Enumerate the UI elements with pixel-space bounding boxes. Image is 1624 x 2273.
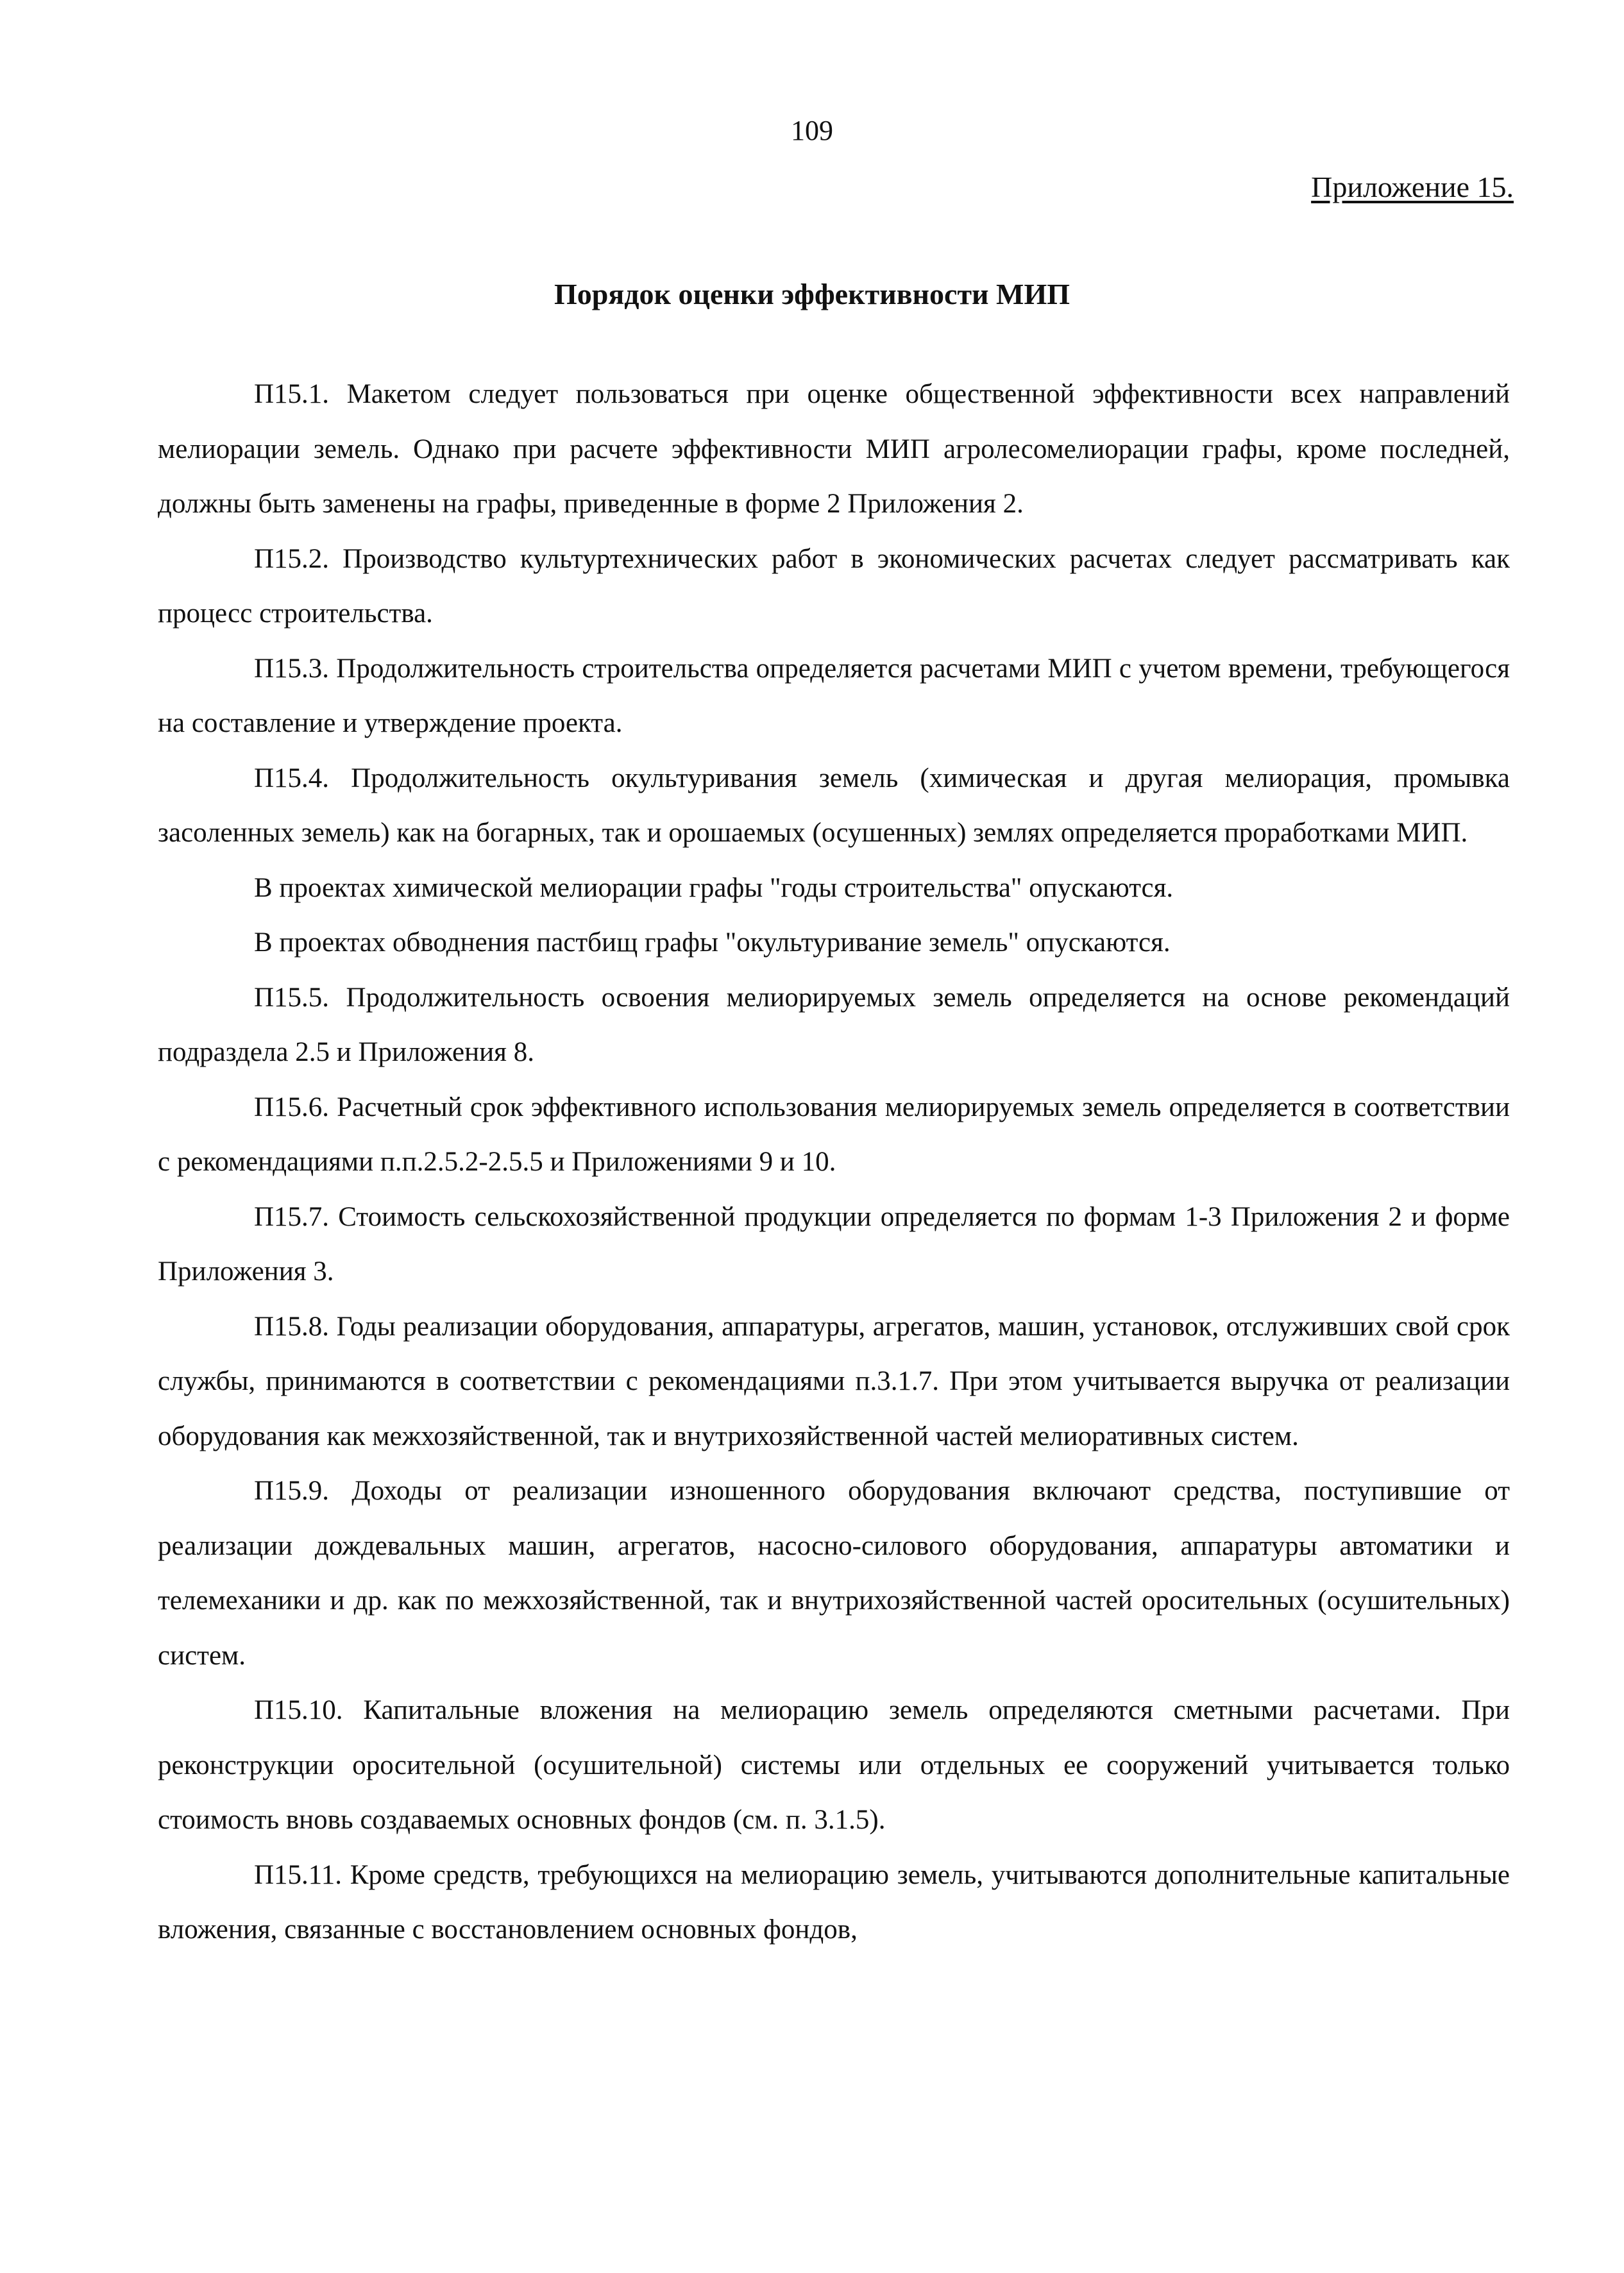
paragraph-p15-10: П15.10. Капитальные вложения на мелиорацию земель определяются сметными расчетами. При реконструкции оросительной (осушительной) системы или отдельных ее сооружений учитывается только стоимость вновь создаваемых основных фондов (см. п. 3.1.5).	[158, 1695, 1510, 1835]
paragraph-p15-4: П15.4. Продолжительность окультуривания земель (химическая и другая мелиорация, промывка засоленных земель) как на богарных, так и орошаемых (осушенных) землях определяется проработками МИП.	[158, 763, 1510, 848]
paragraph-p15-1: П15.1. Макетом следует пользоваться при оценке общественной эффективности всех направлений мелиорации земель. Однако при расчете эффективности МИП агролесомелиорации графы, кроме последней, должны быть заменены на графы, приведенные в форме 2 Приложения 2.	[158, 379, 1510, 519]
paragraph-p15-9: П15.9. Доходы от реализации изношенного оборудования включают средства, поступившие от реализации дождевальных машин, агрегатов, насосно-силового оборудования, аппаратуры автоматики и телемеханики и др. как по межхозяйственной, так и внутрихозяйственной частей оросительных (осушительных) систем.	[158, 1476, 1510, 1671]
paragraph-p15-11: П15.11. Кроме средств, требующихся на мелиорацию земель, учитываются дополнительные капитальные вложения, связанные с восстановлением основных фондов,	[158, 1859, 1510, 1945]
paragraph-p15-3: П15.3. Продолжительность строительства определяется расчетами МИП с учетом времени, требующегося на составление и утверждение проекта.	[158, 653, 1510, 738]
paragraph-p15-6: П15.6. Расчетный срок эффективного использования мелиорируемых земель определяется в соответствии с рекомендациями п.п.2.5.2-2.5.5 и Приложениями 9 и 10.	[158, 1092, 1510, 1177]
paragraph-p15-8: П15.8. Годы реализации оборудования, аппаратуры, агрегатов, машин, установок, отслуживших свой срок службы, принимаются в соответствии с рекомендациями п.3.1.7. При этом учитывается выручка от реализации оборудования как межхозяйственной, так и внутрихозяйственной частей мелиоративных систем.	[158, 1311, 1510, 1451]
paragraph-p15-2: П15.2. Производство культуртехнических работ в экономических расчетах следует рассматривать как процесс строительства.	[158, 543, 1510, 629]
paragraph-pasture-note: В проектах обводнения пастбищ графы "окультуривание земель" опускаются.	[254, 927, 1171, 958]
document-title: Порядок оценки эффективности МИП	[554, 278, 1070, 310]
paragraph-chemical-note: В проектах химической мелиорации графы "годы строительства" опускаются.	[254, 872, 1174, 903]
page-number: 109	[791, 115, 833, 146]
body-text	[158, 367, 1510, 1957]
appendix-label: Приложение 15.	[1311, 171, 1514, 203]
paragraph-p15-5: П15.5. Продолжительность освоения мелиорируемых земель определяется на основе рекомендаций подраздела 2.5 и Приложения 8.	[158, 982, 1510, 1067]
paragraph-p15-7: П15.7. Стоимость сельскохозяйственной продукции определяется по формам 1-3 Приложения 2 и форме Приложения 3.	[158, 1201, 1510, 1287]
